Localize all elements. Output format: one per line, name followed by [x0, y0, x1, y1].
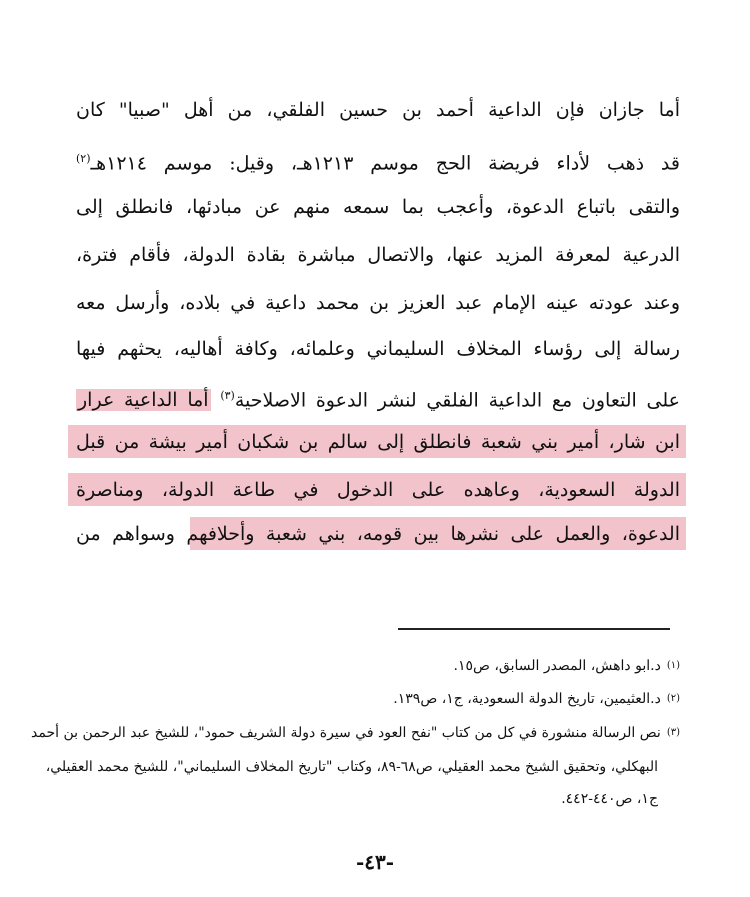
body-line-3: والتقى باتباع الدعوة، وأعجب بما سمعه منهم عن مبادئها، فانطلق إلى [76, 196, 680, 218]
footnote-ref-2: (٢) [76, 152, 91, 165]
highlighted-text: أما الداعية عرار [78, 389, 209, 412]
body-line-5: وعند عودته عينه الإمام عبد العزيز بن محمد داعية في بلاده، وأرسل معه [76, 292, 680, 314]
body-line-8: ابن شار، أمير بني شعبة فانطلق إلى سالم بن شكبان أمير بيشة من قبل [76, 431, 680, 453]
footnote-divider [398, 628, 670, 630]
page-number: -٤٣- [355, 850, 395, 874]
footnote-2: $^{(٢)}$د.العثيمين، تاريخ الدولة السعودية، ج١، ص١٣٩. [393, 691, 680, 707]
footnote-1: $^{(١)}$د.ابو داهش، المصدر السابق، ص١٥. [453, 658, 680, 674]
body-line-6: رسالة إلى رؤساء المخلاف السليماني وعلمائه، وكافة أهاليه، يحثهم فيها [76, 338, 680, 360]
footnote-ref-3: (٣) [220, 389, 235, 402]
footnote-3-cont-2: ج١، ص٤٤٠-٤٤٢. [561, 791, 658, 807]
body-line-10: الدعوة، والعمل على نشرها بين قومه، بني شعبة وأحلافهم وسواهم من [76, 523, 680, 545]
body-line-1: أما جازان فإن الداعية أحمد بن حسين الفلقي، من أهل "صبيا" كان [76, 99, 680, 121]
body-line-2: قد ذهب لأداء فريضة الحج موسم ١٢١٣هـ، وقيل: موسم ١٢١٤هـ$^{(٢)}$ [76, 152, 680, 175]
body-line-7: على التعاون مع الداعية الفلقي لنشر الدعوة الاصلاحية$^{(٣)}$ أما الداعية عرار [78, 389, 680, 412]
body-line-4: الدرعية لمعرفة المزيد عنها، والاتصال مباشرة بقادة الدولة، فأقام فترة، [76, 244, 680, 266]
body-line-9: الدولة السعودية، وعاهده على الدخول في طاعة الدولة، ومناصرة [76, 479, 680, 501]
footnote-3-cont-1: البهكلي، وتحقيق الشيخ محمد العقيلي، ص٦٨-٨٩، وكتاب "تاريخ المخلاف السليماني"، للشيخ محمد العقيلي، [45, 759, 658, 775]
footnote-3: $^{(٣)}$نص الرسالة منشورة في كل من كتاب "نفح العود في سيرة دولة الشريف حمود"، للشيخ عبد الرحمن بن أحمد [31, 725, 680, 741]
